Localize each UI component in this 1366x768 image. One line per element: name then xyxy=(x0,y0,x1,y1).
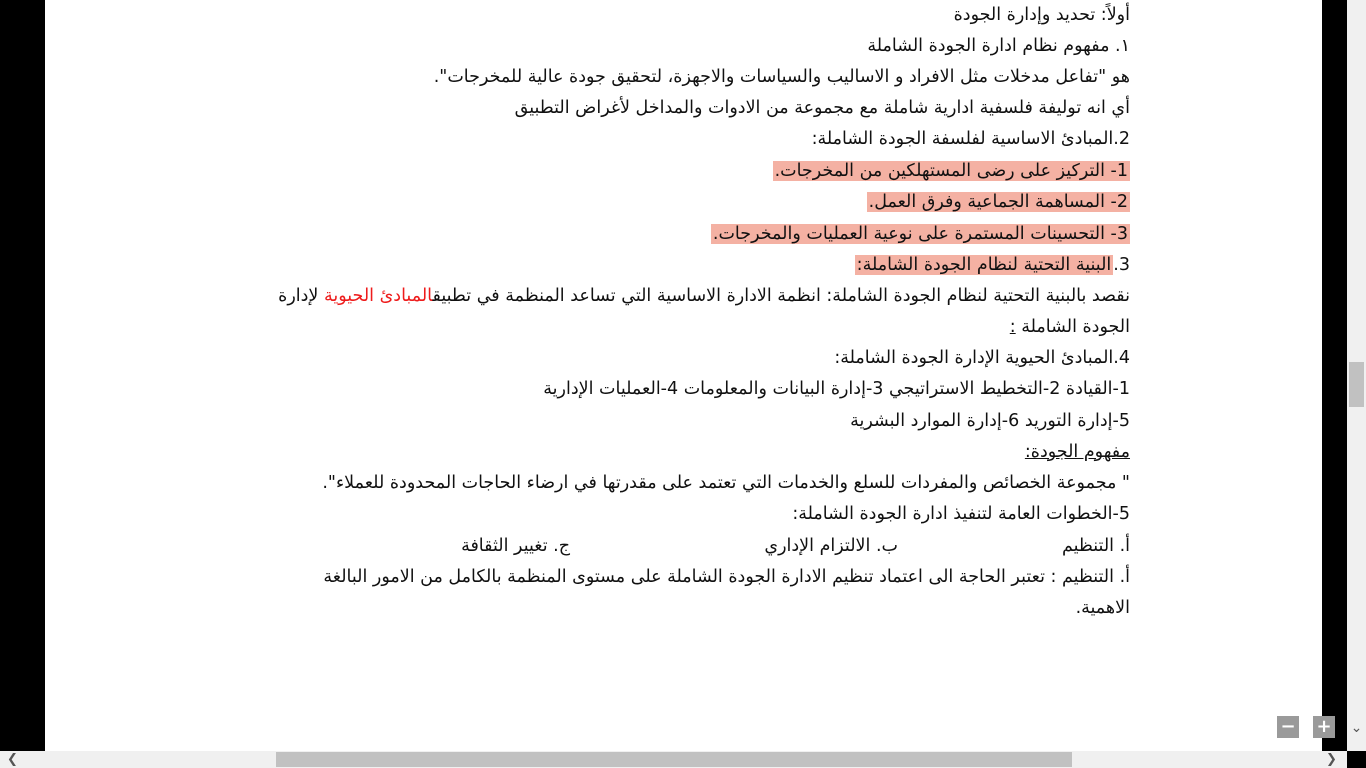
vertical-scroll-thumb[interactable] xyxy=(1349,362,1364,407)
text-line: هو "تفاعل مدخلات مثل الافراد و الاساليب والسياسات والاجهزة، لتحقيق جودة عالية للمخرجات". xyxy=(433,67,1130,87)
highlighted-line xyxy=(711,222,1130,246)
scroll-down-icon[interactable]: ⌄ xyxy=(1350,720,1363,736)
text-line xyxy=(855,253,1130,277)
text-line: 4.المبادئ الحيوية الإدارة الجودة الشاملة: xyxy=(834,348,1130,368)
option-a: أ. التنظيم xyxy=(1061,536,1130,556)
text-line xyxy=(1010,315,1130,339)
text-line: الاهمية. xyxy=(1075,598,1130,618)
text-run: الجودة الشاملة xyxy=(1015,317,1130,337)
option-b: ب. الالتزام الإداري xyxy=(764,536,898,556)
highlighted-text: البنية التحتية لنظام الجودة الشاملة: xyxy=(856,255,1112,275)
scroll-right-icon[interactable]: ❯ xyxy=(1326,752,1337,767)
highlighted-text: 3- التحسينات المستمرة على نوعية العمليات والمخرجات. xyxy=(712,224,1128,244)
text-line: 2.المبادئ الاساسية لفلسفة الجودة الشاملة: xyxy=(811,129,1130,149)
highlighted-line xyxy=(773,159,1130,183)
highlighted-text: 2- المساهمة الجماعية وفرق العمل. xyxy=(868,192,1128,212)
text-line: أي انه توليفة فلسفية ادارية شاملة مع مجموعة من الادوات والمداخل لأغراض التطبيق xyxy=(514,98,1130,118)
section-title: أولاً: تحديد وإدارة الجودة xyxy=(953,5,1130,25)
text-run: نقصد بالبنية التحتية لنظام الجودة الشاملة: انظمة الادارة الاساسية التي تساعد المنظمة في تطبيق xyxy=(432,286,1130,306)
line-number: 3. xyxy=(1113,255,1130,275)
zoom-in-button[interactable]: + xyxy=(1313,716,1335,738)
highlighted-line xyxy=(867,190,1130,214)
scroll-left-icon[interactable]: ❮ xyxy=(7,752,18,767)
horizontal-scroll-thumb[interactable] xyxy=(276,752,1072,767)
option-c: ج. تغيير الثقافة xyxy=(461,536,570,556)
text-line: " مجموعة الخصائص والمفردات للسلع والخدمات التي تعتمد على مقدرتها في ارضاء الحاجات المحدودة للعملاء". xyxy=(322,473,1130,493)
subheading: مفهوم الجودة: xyxy=(1024,442,1130,462)
text-line: أ. التنظيم : تعتبر الحاجة الى اعتماد تنظيم الادارة الجودة الشاملة على مستوى المنظمة بالكامل من الامور البالغة xyxy=(323,567,1130,587)
text-line: 5-إدارة التوريد 6-إدارة الموارد البشرية xyxy=(850,411,1130,431)
options-row xyxy=(350,534,1130,558)
highlighted-text: 1- التركيز على رضى المستهلكين من المخرجات. xyxy=(774,161,1128,181)
red-text: المبادئ الحيوية xyxy=(323,286,433,306)
underlined-text: : xyxy=(1009,317,1016,337)
zoom-out-button[interactable]: − xyxy=(1277,716,1299,738)
horizontal-scrollbar[interactable] xyxy=(0,751,1347,768)
vertical-scrollbar[interactable] xyxy=(1347,0,1366,751)
text-run: لإدارة xyxy=(278,286,324,306)
text-line: ١. مفهوم نظام ادارة الجودة الشاملة xyxy=(867,36,1130,56)
text-line: 5-الخطوات العامة لتنفيذ ادارة الجودة الشاملة: xyxy=(792,504,1130,524)
text-line: 1-القيادة 2-التخطيط الاستراتيجي 3-إدارة البيانات والمعلومات 4-العمليات الإدارية xyxy=(543,379,1130,399)
text-line xyxy=(278,284,1130,308)
document-page[interactable] xyxy=(45,0,1322,751)
